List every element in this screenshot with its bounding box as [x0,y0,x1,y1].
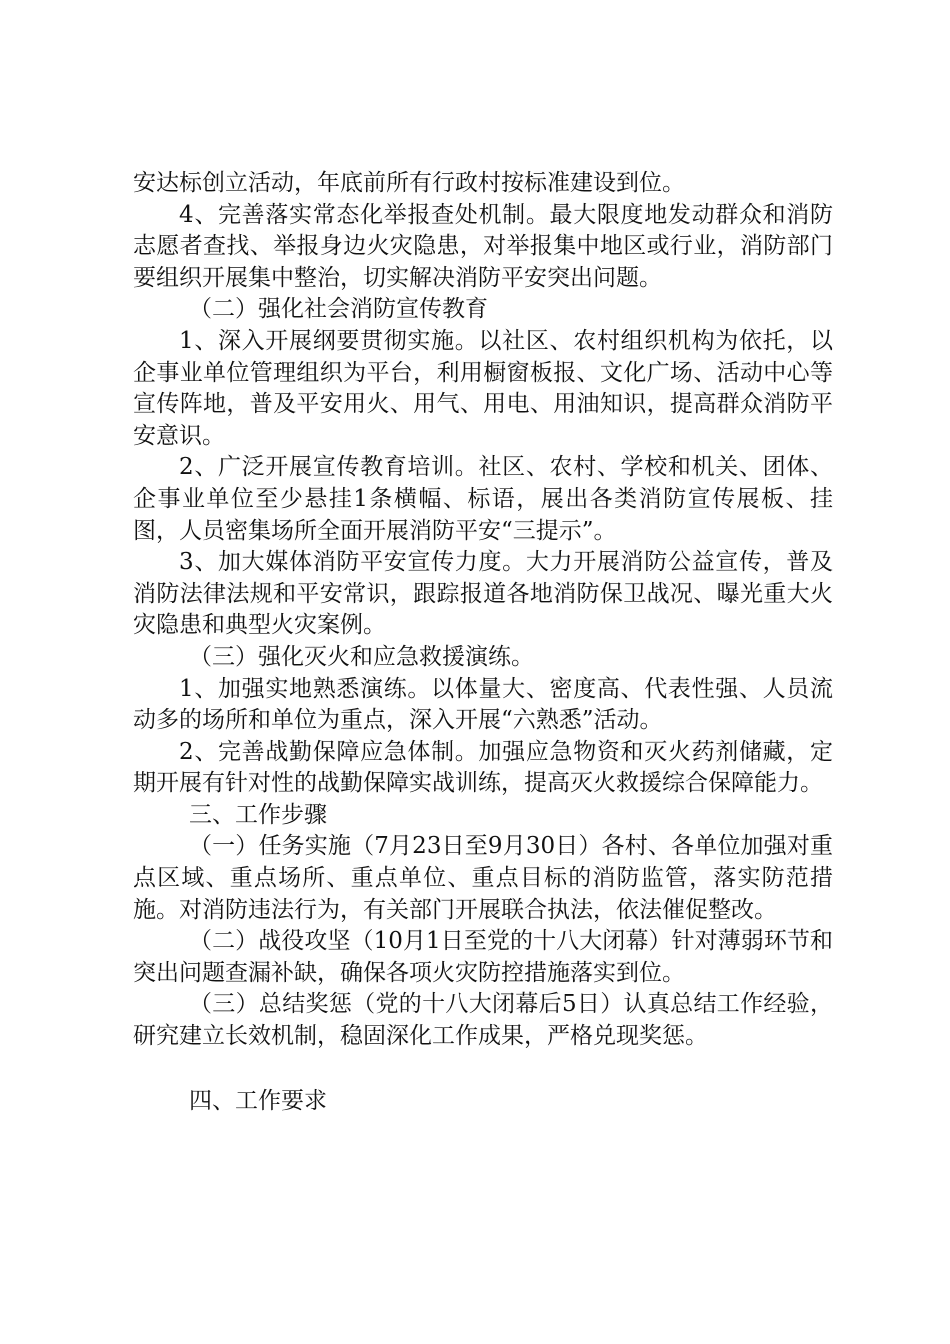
document-body [133,168,833,1117]
paragraph-continuation: 安达标创立活动，年底前所有行政村按标准建设到位。 [133,170,685,196]
paragraph-item-2-training: 2、广泛开展宣传教育培训。社区、农村、学校和机关、团体、企事业单位至少悬挂1条横幅、标语，展出各类消防宣传展板、挂图，人员密集场所全面开展消防平安“三提示”。 [133,454,833,544]
section-heading-work-requirements: 四、工作要求 [189,1087,327,1114]
paragraph-step-2-campaign: （二）战役攻坚（10月1日至党的十八大闭幕）针对薄弱环节和突出问题查漏补缺，确保各项火灾防控措施落实到位。 [133,928,833,986]
paragraph-step-1-implementation: （一）任务实施（7月23日至9月30日）各村、各单位加强对重点区域、重点场所、重点单位、重点目标的消防监管，落实防范措施。对消防违法行为，有关部门开展联合执法，依法催促整改。 [133,833,833,923]
paragraph-item-3-media: 3、加大媒体消防平安宣传力度。大力开展消防公益宣传，普及消防法律法规和平安常识，跟踪报道各地消防保卫战况、曝光重大火灾隐患和典型火灾案例。 [133,549,833,639]
paragraph-item-1-outline: 1、深入开展纲要贯彻实施。以社区、农村组织机构为依托，以企事业单位管理组织为平台，利用橱窗板报、文化广场、活动中心等宣传阵地，普及平安用火、用气、用电、用油知识，提高群众消防平安意识。 [133,327,833,449]
paragraph-item-4-reporting: 4、完善落实常态化举报查处机制。最大限度地发动群众和消防志愿者查找、举报身边火灾隐患，对举报集中地区或行业，消防部门要组织开展集中整治，切实解决消防平安突出问题。 [133,201,833,291]
section-heading-publicity: （二）强化社会消防宣传教育 [189,296,488,323]
paragraph-item-2-support: 2、完善战勤保障应急体制。加强应急物资和灭火药剂储藏，定期开展有针对性的战勤保障实战训练，提高灭火救援综合保障能力。 [133,738,833,797]
paragraph-step-3-summary: （三）总结奖惩（党的十八大闭幕后5日）认真总结工作经验，研究建立长效机制，稳固深化工作成果，严格兑现奖惩。 [133,991,833,1050]
paragraph-item-1-familiarization: 1、加强实地熟悉演练。以体量大、密度高、代表性强、人员流动多的场所和单位为重点，深入开展“六熟悉”活动。 [133,675,833,734]
section-heading-work-steps: 三、工作步骤 [189,801,327,828]
section-heading-drills: （三）强化灭火和应急救援演练。 [189,643,534,670]
